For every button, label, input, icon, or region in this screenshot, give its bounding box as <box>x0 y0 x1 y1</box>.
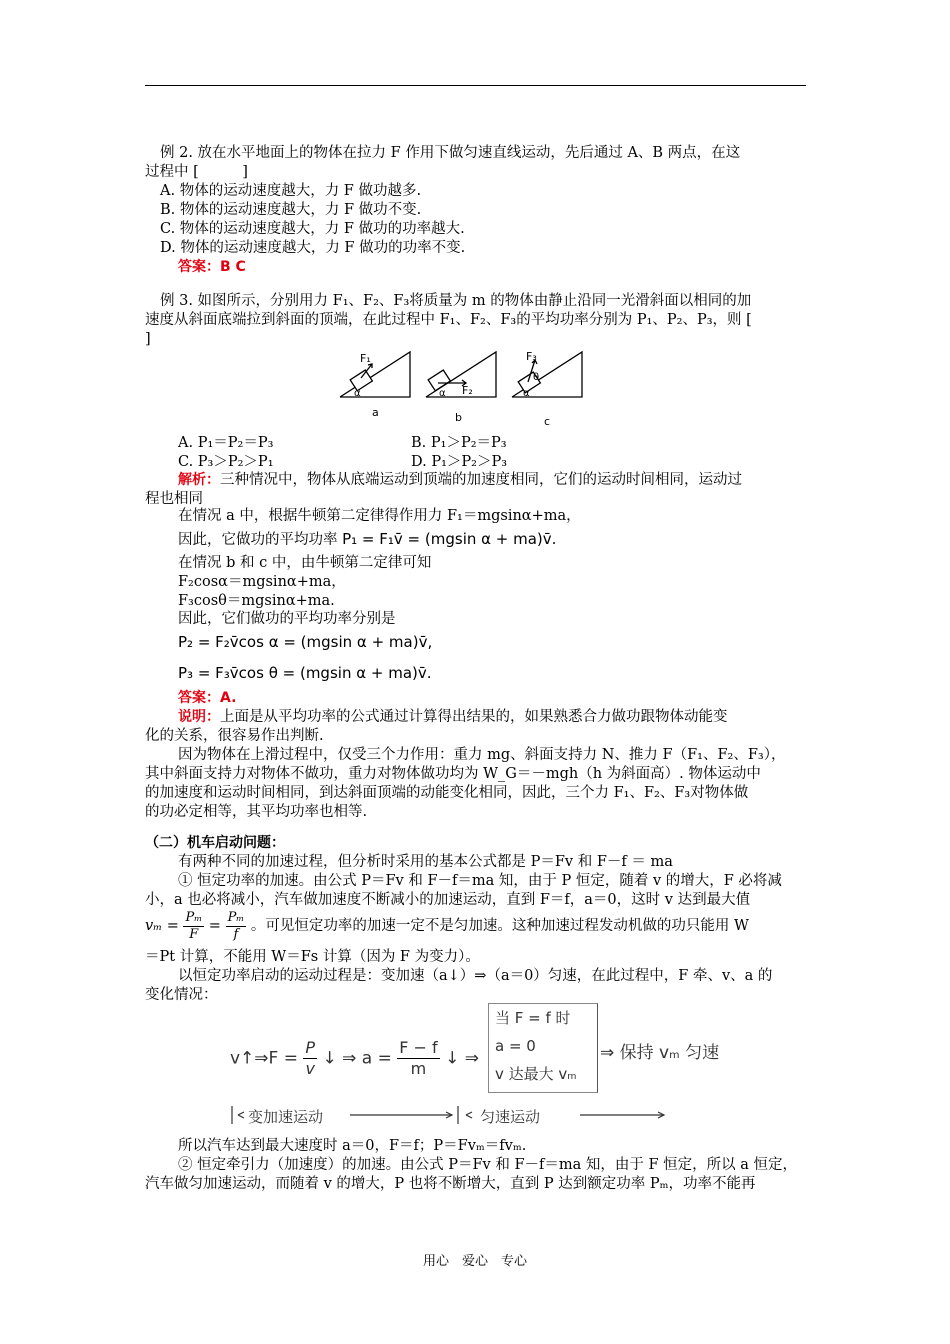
phase2-label: 匀速运动 <box>480 1108 541 1126</box>
incline-figure <box>330 350 592 432</box>
ex2-answer: 答案：B C <box>178 259 246 275</box>
ex2-question-line2: 过程中 [ ] <box>145 164 248 180</box>
sec2-line7: 变化情况： <box>145 987 218 1003</box>
sec2-line5: ＝Pt 计算，不能用 W＝Fs 计算（因为 F 为变力）。 <box>145 949 480 965</box>
ex2-option-c: C. 物体的运动速度越大，力 F 做功的功率越大. <box>160 221 465 237</box>
page-footer: 用心 爱心 专心 <box>422 1254 527 1269</box>
note-text: 上面是从平均功率的公式通过计算得出结果的，如果熟悉合力做功跟物体动能变 <box>220 709 728 725</box>
vmax-symbol: vₘ = <box>145 918 179 934</box>
ex3-analysis-line1 <box>178 470 742 490</box>
fig-label-alpha-a: α <box>354 388 361 399</box>
fraction-pm-over-f: $\frac{\text{Pₘ}}{F}$ <box>185 909 203 942</box>
analysis-text: 三种情况中，物体从底端运动到顶端的加速度相同，它们的运动时间相同，运动过 <box>220 472 742 488</box>
ex3-analysis-line2: 程也相同 <box>145 491 203 507</box>
phase1-label: 变加速运动 <box>248 1108 324 1126</box>
ex3-power-c-formula: P₃ = F₃v̄cos θ = (mgsin α + ma)v̄. <box>178 664 432 682</box>
section2-heading: （二）机车启动问题： <box>145 835 285 851</box>
ex3-option-b: B. P₁＞P₂＝P₃ <box>411 435 507 451</box>
ex3-question-line1: 例 3. 如图所示，分别用力 F₁、F₂、F₃将质量为 m 的物体由静止沿同一光滑斜面以相同的加 <box>160 293 752 309</box>
ex3-power-a <box>178 529 556 550</box>
sec2-line10: 汽车做匀加速运动，而随着 v 的增大，P 也将不断增大，直到 P 达到额定功率 Pₘ，功率不能再 <box>145 1176 756 1192</box>
fig-caption-c: c <box>544 415 551 428</box>
fig-label-theta-c: θ <box>533 372 540 383</box>
fig-label-alpha-b: α <box>439 388 446 399</box>
sec2-vmax-line: vₘ = $\frac{\text{Pₘ}}{F}$ = $\frac{\text{Pₘ}}{f}$ 。可见恒定功率的加速一定不是匀加速。这种加速过程发动机做的功只能用 W <box>145 909 749 942</box>
sec2-line9: ② 恒定牵引力（加速度）的加速。由公式 P＝Fv 和 F－f＝ma 知，由于 F 恒定，所以 a 恒定， <box>178 1157 798 1173</box>
power-a-text: 因此，它做功的平均功率 <box>178 532 338 548</box>
sec2-line3: 小，a 也必将减小，汽车做加速度不断减小的加速运动，直到 F＝f，a＝0，这时 v 达到最大值 <box>145 892 751 908</box>
ex3-case-a: 在情况 a 中，根据牛顿第二定律得作用力 F₁＝mgsinα+ma， <box>178 508 581 524</box>
ex3-option-a: A. P₁＝P₂＝P₃ <box>178 435 274 451</box>
ex3-para-line1: 因为物体在上滑过程中，仅受三个力作用：重力 mg、斜面支持力 N、推力 F（F₁、F₂、F₃）， <box>178 747 786 763</box>
ex3-note-line2: 化的关系，很容易作出判断. <box>145 728 324 744</box>
ex3-eq-f3: F₃cosθ＝mgsinα+ma. <box>178 593 335 609</box>
ex3-option-d: D. P₁＞P₂＞P₃ <box>411 454 508 470</box>
ex2-option-b: B. 物体的运动速度越大，力 F 做功不变. <box>160 202 422 218</box>
fig-caption-b: b <box>455 411 462 424</box>
fraction-f-minus-f-over-m: $\frac{F - f}{m}$ <box>399 1038 438 1078</box>
header-rule <box>145 85 806 86</box>
fig-label-f2: F₂ <box>462 384 473 397</box>
ex3-power-bc-intro: 因此，它们做功的平均功率分别是 <box>178 611 396 627</box>
ex3-eq-f2: F₂cosα＝mgsinα+ma， <box>178 574 346 590</box>
ex3-question-line2: 速度从斜面底端拉到斜面的顶端，在此过程中 F₁、F₂、F₃的平均功率分别为 P₁、P₂、P₃，则 [ <box>145 312 752 328</box>
constant-power-flow-diagram <box>230 1000 790 1130</box>
box-line1: 当 F = f 时 <box>495 1009 571 1027</box>
ex3-para-line4: 的功必定相等，其平均功率也相等. <box>145 804 368 820</box>
box-line2: a = 0 <box>495 1037 536 1055</box>
ex3-answer: 答案：A. <box>178 690 237 706</box>
flow-left: v↑⇒F = $\frac{P}{v}$ ↓ ⇒ a = $\frac{F - f}{m}$ ↓ ⇒ <box>230 1038 479 1078</box>
ex3-case-bc: 在情况 b 和 c 中，由牛顿第二定律可知 <box>178 555 432 571</box>
sec2-line2: ① 恒定功率的加速。由公式 P＝Fv 和 F－f＝ma 知，由于 P 恒定，随着 v 的增大，F 必将减 <box>178 873 782 889</box>
fig-caption-a: a <box>372 406 379 419</box>
fig-label-f1: F₁ <box>360 352 371 365</box>
ex3-option-c: C. P₃＞P₂＞P₁ <box>178 454 274 470</box>
fraction-pm-over-small-f: $\frac{\text{Pₘ}}{f}$ <box>227 909 245 942</box>
ex3-para-line2: 其中斜面支持力对物体不做功，重力对物体做功均为 W_G＝－mgh（h 为斜面高）. 物体运动中 <box>145 766 761 782</box>
vmax-explanation: 。可见恒定功率的加速一定不是匀加速。这种加速过程发动机做的功只能用 W <box>250 918 749 934</box>
fig-label-f3: F₃ <box>526 350 537 363</box>
box-line3: v 达最大 vₘ <box>495 1065 577 1083</box>
ex2-option-d: D. 物体的运动速度越大，力 F 做功的功率不变. <box>160 240 466 256</box>
ex3-note-line1 <box>178 707 728 727</box>
fig-label-alpha-c: α <box>523 388 530 399</box>
analysis-label: 解析： <box>178 472 220 488</box>
flow-right: ⇒ 保持 vₘ 匀速 <box>600 1043 720 1063</box>
flow-condition-box <box>488 1003 598 1093</box>
note-label: 说明： <box>178 709 220 725</box>
sec2-line1: 有两种不同的加速过程，但分析时采用的基本公式都是 P＝Fv 和 F－f ＝ ma <box>178 854 673 870</box>
ex3-para-line3: 的加速度和运动时间相同，到达斜面顶端的动能变化相同，因此，三个力 F₁、F₂、F₃对物体做 <box>145 785 749 801</box>
fraction-p-over-v: $\frac{P}{v}$ <box>305 1038 316 1078</box>
sec2-line8: 所以汽车达到最大速度时 a＝0，F＝f；P＝Fvₘ＝fvₘ. <box>178 1138 527 1154</box>
ex2-question-line1: 例 2. 放在水平地面上的物体在拉力 F 作用下做匀速直线运动，先后通过 A、B 两点，在这 <box>160 145 741 161</box>
ex2-option-a: A. 物体的运动速度越大，力 F 做功越多. <box>160 183 422 199</box>
ex3-power-b-formula: P₂ = F₂v̄cos α = (mgsin α + ma)v̄, <box>178 633 433 651</box>
sec2-line6: 以恒定功率启动的运动过程是：变加速（a↓）⇒（a＝0）匀速，在此过程中，F 牵、v、a 的 <box>178 968 773 984</box>
ex3-question-line3: ] <box>145 331 151 347</box>
power-a-formula: P₁ = F₁v̄ = (mgsin α + ma)v̄. <box>342 530 557 548</box>
